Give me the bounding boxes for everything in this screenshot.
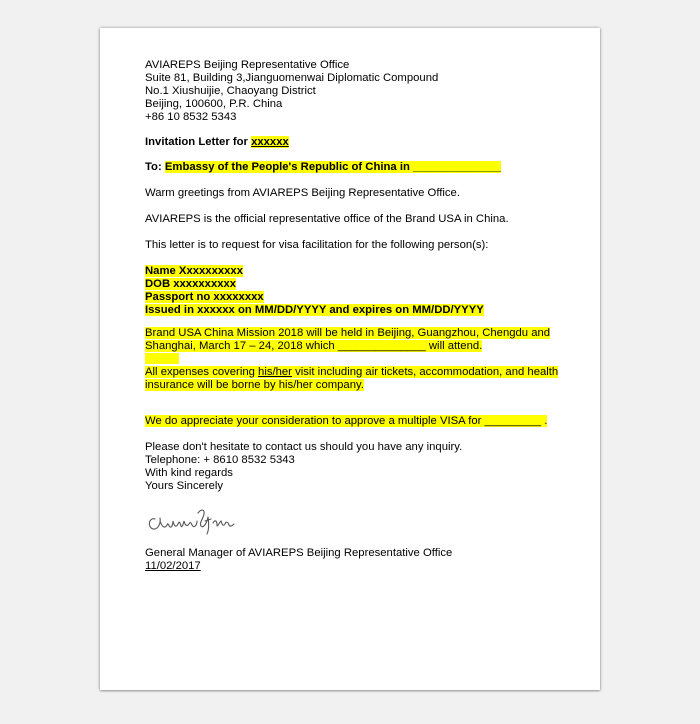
closing-telephone: Telephone: + 8610 8532 5343 <box>145 454 295 466</box>
recipient-text: Embassy of the People's Republic of China in ______________ <box>164 161 501 173</box>
recipient-line <box>145 161 565 174</box>
sender-address-line-1: Suite 81, Building 3,Jianguomenwai Diplomatic Compound <box>145 72 439 84</box>
person-issued: Issued in xxxxxx on MM/DD/YYYY and expires on MM/DD/YYYY <box>145 304 484 316</box>
person-dob: DOB xxxxxxxxxx <box>145 278 237 290</box>
subject-line <box>145 136 565 149</box>
sender-address <box>145 59 565 124</box>
expenses-underlined: his/her <box>258 366 292 378</box>
signature-icon <box>145 499 255 537</box>
expenses-after: visit including air tickets, accommodation, and health <box>291 366 559 378</box>
closing-sincerely: Yours Sincerely <box>145 480 224 492</box>
purpose-paragraph: This letter is to request for visa facilitation for the following person(s): <box>145 239 489 251</box>
expenses-paragraph <box>145 366 565 392</box>
mission-paragraph <box>145 327 565 366</box>
mission-line-1: Brand USA China Mission 2018 will be held in Beijing, Guangzhou, Chengdu and <box>145 327 551 339</box>
closing-regards: With kind regards <box>145 467 233 479</box>
sender-address-line-3: Beijing, 100600, P.R. China <box>145 98 283 110</box>
expenses-before: All expenses covering <box>145 366 259 378</box>
sender-name: AVIAREPS Beijing Representative Office <box>145 59 350 71</box>
handwritten-signature <box>145 499 255 537</box>
document-page <box>100 28 600 690</box>
sender-phone: +86 10 8532 5343 <box>145 111 237 123</box>
highlight-fragment <box>145 353 179 364</box>
mission-line-2: Shanghai, March 17 – 24, 2018 which ______________ will attend. <box>145 340 483 352</box>
person-passport: Passport no xxxxxxxx <box>145 291 264 303</box>
recipient-prefix: To: <box>145 161 165 173</box>
person-details <box>145 265 565 317</box>
subject-label: Invitation Letter for <box>145 136 252 148</box>
greeting-paragraph: Warm greetings from AVIAREPS Beijing Representative Office. <box>145 187 460 199</box>
letter-body <box>145 59 565 573</box>
signatory-block <box>145 547 565 573</box>
appreciation-paragraph <box>145 415 565 428</box>
sender-address-line-2: No.1 Xiushuijie, Chaoyang District <box>145 85 316 97</box>
intro-paragraph: AVIAREPS is the official representative office of the Brand USA in China. <box>145 213 509 225</box>
expenses-line-2: insurance will be borne by his/her company. <box>145 379 364 391</box>
signatory-date: 11/02/2017 <box>145 560 201 572</box>
closing-block <box>145 441 565 493</box>
person-name: Name Xxxxxxxxxx <box>145 265 243 277</box>
subject-placeholder: xxxxxx <box>251 136 289 148</box>
closing-contact: Please don't hesitate to contact us should you have any inquiry. <box>145 441 463 453</box>
signatory-title: General Manager of AVIAREPS Beijing Representative Office <box>145 547 453 559</box>
appreciation-text: We do appreciate your consideration to approve a multiple VISA for _________ . <box>145 415 548 427</box>
